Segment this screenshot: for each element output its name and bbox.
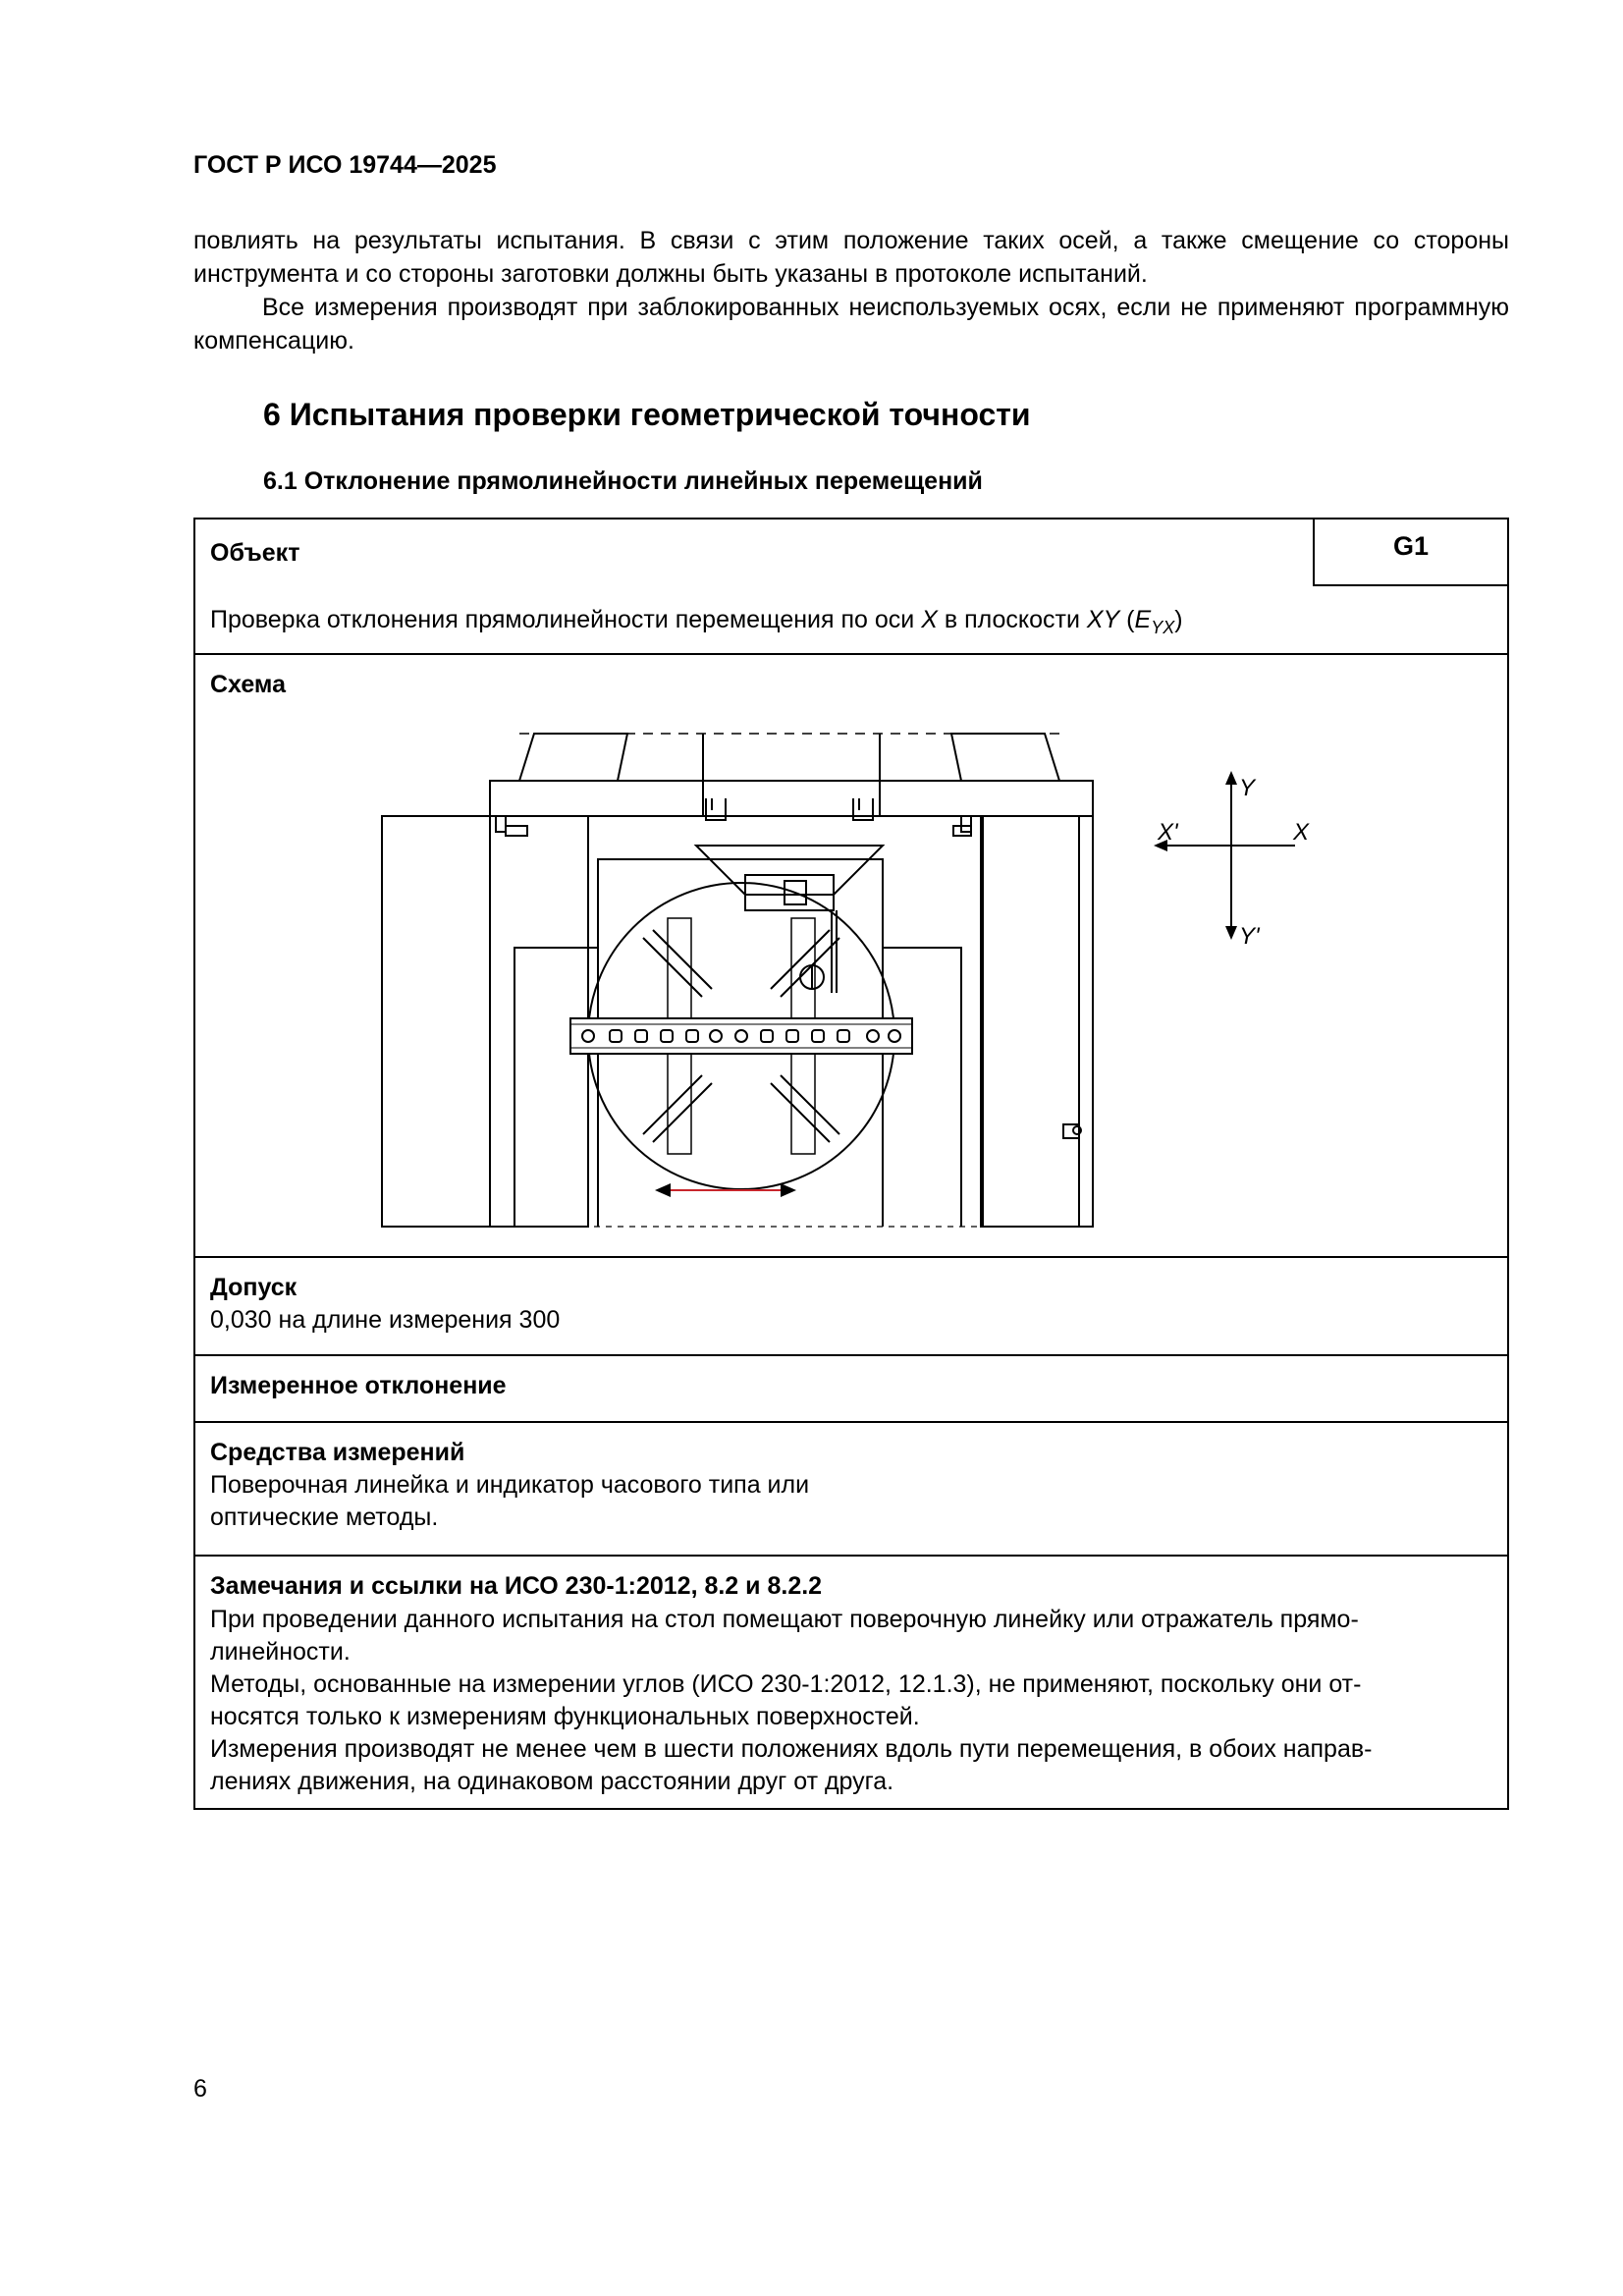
machine-diagram bbox=[195, 653, 1507, 1254]
measured-row bbox=[195, 1354, 1507, 1423]
subsection-heading: 6.1 Отклонение прямолинейности линейных перемещений bbox=[263, 467, 983, 495]
intro-paragraph-2: Все измерения производят при заблокированных неиспользуемых осях, если не применяют программную компенсацию. bbox=[193, 294, 1509, 355]
scheme-row bbox=[195, 653, 1507, 1258]
axis-y-positive: Y bbox=[1239, 775, 1256, 801]
measured-label: Измеренное отклонение bbox=[210, 1372, 507, 1399]
scheme-label: Схема bbox=[210, 671, 286, 698]
notes-line-2: линейности. bbox=[210, 1638, 351, 1666]
notes-row bbox=[195, 1555, 1507, 1808]
instruments-row bbox=[195, 1421, 1507, 1557]
tolerance-text: 0,030 на длине измерения 300 bbox=[210, 1306, 561, 1334]
test-id-box bbox=[1313, 519, 1507, 586]
test-table bbox=[193, 518, 1509, 1810]
intro-text bbox=[193, 224, 1509, 357]
object-label: Объект bbox=[210, 539, 300, 567]
instruments-line-2: оптические методы. bbox=[210, 1503, 439, 1531]
object-description: Проверка отклонения прямолинейности перемещения по оси X в плоскости XY $(E_{YX})$ bbox=[210, 606, 1183, 637]
notes-line-3: Методы, основанные на измерении углов (ИСО 230-1:2012, 12.1.3), не применяют, поскольку они от- bbox=[210, 1670, 1362, 1698]
instruments-line-1: Поверочная линейка и индикатор часового типа или bbox=[210, 1471, 810, 1499]
tolerance-label: Допуск bbox=[210, 1274, 298, 1301]
intro-paragraph-1: повлиять на результаты испытания. В связи с этим положение таких осей, а также смещение со стороны инструмента и со стороны заготовки должны быть указаны в протоколе испытаний. bbox=[193, 227, 1509, 288]
test-id: G1 bbox=[1393, 531, 1430, 561]
page-number: 6 bbox=[193, 2075, 207, 2103]
document-code: ГОСТ Р ИСО 19744—2025 bbox=[193, 151, 497, 179]
notes-line-6: лениях движения, на одинаковом расстоянии друг от друга. bbox=[210, 1768, 894, 1795]
notes-line-5: Измерения производят не менее чем в шести положениях вдоль пути перемещения, в обоих направ- bbox=[210, 1735, 1373, 1763]
instruments-label: Средства измерений bbox=[210, 1439, 465, 1466]
axis-x-negative: X' bbox=[1158, 819, 1178, 846]
tolerance-row bbox=[195, 1256, 1507, 1356]
object-row bbox=[195, 519, 1507, 655]
notes-line-1: При проведении данного испытания на стол помещают поверочную линейку или отражатель прямо- bbox=[210, 1606, 1359, 1633]
notes-line-4: носятся только к измерениям функциональных поверхностей. bbox=[210, 1703, 920, 1730]
section-heading: 6 Испытания проверки геометрической точности bbox=[263, 397, 1031, 432]
axis-y-negative: Y' bbox=[1239, 923, 1260, 950]
notes-label: Замечания и ссылки на ИСО 230-1:2012, 8.2 и 8.2.2 bbox=[210, 1572, 823, 1600]
axis-x-positive: X bbox=[1293, 819, 1310, 846]
